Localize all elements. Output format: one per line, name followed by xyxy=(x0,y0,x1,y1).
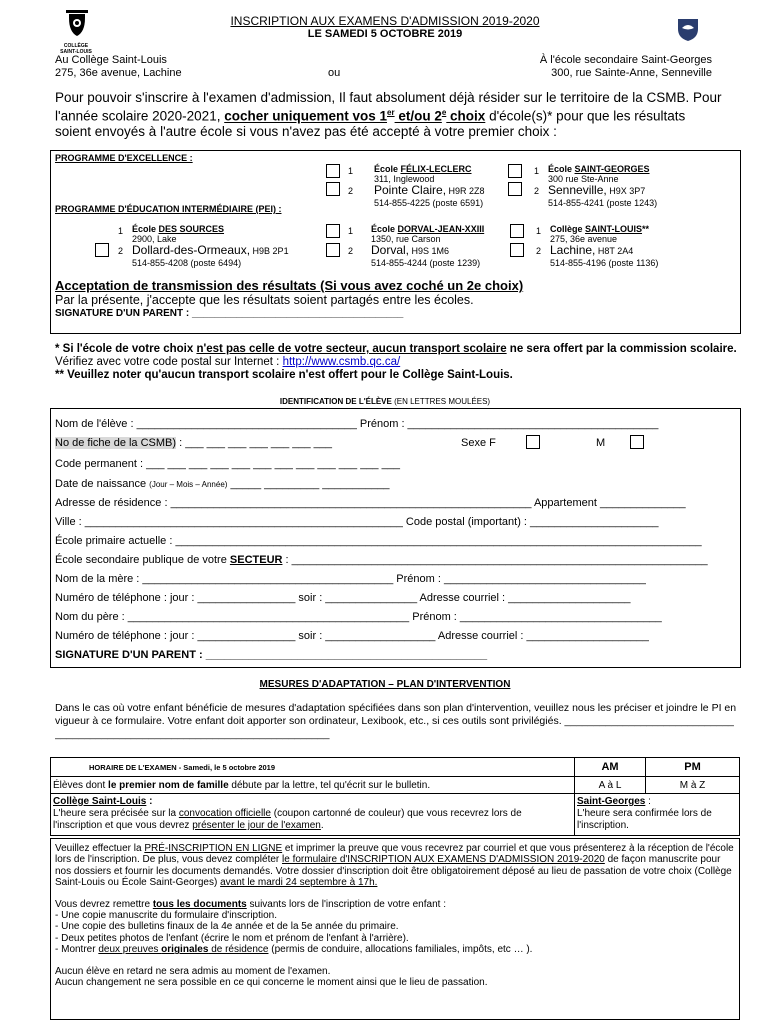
preinscription-paragraph xyxy=(55,843,735,889)
doc-list-item-4 xyxy=(55,944,735,955)
sg-prefix: École xyxy=(548,164,575,174)
dj-city: Dorval, xyxy=(371,243,410,257)
doc-list-item-3: - Deux petites photos de l'enfant (écrire le nom et prénom de l'enfant à l'arrière). xyxy=(55,932,409,944)
csl-choice-1-number: 1 xyxy=(536,226,542,236)
ds-address: 2900, Lake xyxy=(132,234,177,244)
ds-choice-2-checkbox[interactable] xyxy=(95,243,109,257)
felix-prefix: École xyxy=(374,164,401,174)
csl-prefix: Collège xyxy=(550,224,586,234)
dj-postal: H9S 1M6 xyxy=(409,246,450,256)
identification-heading xyxy=(0,397,770,406)
pm-letters: M à Z xyxy=(646,777,740,794)
am-heading: AM xyxy=(575,758,646,777)
ds-choice-2-number: 2 xyxy=(118,246,124,256)
csl-schedule-e: . xyxy=(320,820,324,831)
felix-choice-1-checkbox[interactable] xyxy=(326,164,340,178)
father-name-field[interactable]: Nom du père : ______________________________________________ Prénom : _________________________________ xyxy=(55,611,662,623)
birth-date-format: (Jour – Mois – Année) xyxy=(149,480,228,489)
parent-signature-field[interactable]: SIGNATURE D'UN PARENT : ______________________________________________ xyxy=(55,649,488,661)
transport-note-2: ** Veuillez noter qu'aucun transport scolaire n'est offert pour le Collège Saint-Louis. xyxy=(55,369,513,381)
p2-b: tous les documents xyxy=(152,898,247,910)
note-1c: ne sera offert par la commission scolaire. xyxy=(506,343,737,355)
sex-m-checkbox[interactable] xyxy=(630,435,644,449)
dj-address: 1350, rue Carson xyxy=(371,234,441,244)
csl-choice-2-number: 2 xyxy=(536,246,542,256)
sector-label-b: SECTEUR xyxy=(229,554,283,566)
birth-date-field[interactable] xyxy=(55,478,390,490)
id-heading-a: IDENTIFICATION DE L'ÉLÈVE xyxy=(279,397,392,406)
birth-date-blanks: _____ _________ ___________ xyxy=(227,478,390,490)
id-heading-b: (EN LETTRES MOULÉES) xyxy=(391,397,491,406)
p1-c: et imprimer la preuve que vous recevrez par courriel et que vous présenterez à la réception de l'école lors de l'inscription. De plus, vous devez compléter xyxy=(55,843,734,866)
sg-schedule-title: Saint-Georges xyxy=(577,796,646,807)
dj-choice-2-number: 2 xyxy=(348,246,354,256)
no-change-notice: Aucun changement ne sera possible en ce qui concerne le moment ainsi que le lieu de passation. xyxy=(55,977,488,989)
ds-city: Dollard-des-Ormeaux, xyxy=(132,243,251,257)
intro-text-2: d'école(s)* pour que les résultats soient envoyés à l'autre école si vous n'avez pas été accepté à votre premier choix : xyxy=(55,108,686,139)
saint-georges-info xyxy=(548,164,657,208)
ds-prefix: École xyxy=(132,224,159,234)
page-title: INSCRIPTION AUX EXAMENS D'ADMISSION 2019-2020 xyxy=(230,14,540,28)
dorval-info xyxy=(371,224,484,268)
primary-school-field[interactable]: École primaire actuelle : ______________________________________________________________________________________ xyxy=(55,535,702,547)
l4-b: deux preuves xyxy=(98,944,162,956)
ds-choice-1-number: 1 xyxy=(118,226,124,236)
adaptation-title: MESURES D'ADAPTATION – PLAN D'INTERVENTION xyxy=(259,679,511,690)
l4-d: de résidence xyxy=(208,944,269,956)
csmb-link[interactable]: http://www.csmb.qc.ca/ xyxy=(282,356,401,368)
csl-city: Lachine, xyxy=(550,243,596,257)
sg-postal: H9X 3P7 xyxy=(606,186,646,196)
ds-postal: H9B 2P1 xyxy=(250,246,289,256)
csl-address: 275, 36e avenue xyxy=(550,234,618,244)
intro-sup-1: er xyxy=(387,108,395,117)
l4-e: (permis de conduire, allocations familiales, impôts, etc … ). xyxy=(268,944,533,956)
location-left-address: 275, 36e avenue, Lachine xyxy=(55,67,182,79)
row1-a: Élèves dont xyxy=(53,779,109,791)
location-right-name: À l'école secondaire Saint-Georges xyxy=(539,54,712,66)
intro-choice-b: et/ou 2 xyxy=(394,108,442,124)
intro-text: Pour pouvoir s'inscrire à l'examen d'admission, Il faut absolument déjà résider sur le territoire de la CSMB. Pour l'année scolaire 2020-2021, xyxy=(55,90,722,124)
csl-schedule-colon: : xyxy=(146,796,153,807)
exam-schedule-table xyxy=(50,757,740,836)
felix-choice-2-number: 2 xyxy=(348,186,354,196)
intro-choice-a: cocher uniquement vos 1 xyxy=(224,108,388,124)
sector-label-a: École secondaire publique de votre xyxy=(55,554,230,566)
sector-label-c: : ____________________________________________________________________ xyxy=(282,554,708,566)
saint-louis-info xyxy=(550,224,658,268)
row1-b: le premier nom de famille xyxy=(108,779,229,791)
csl-schedule-b: convocation officielle xyxy=(178,808,271,819)
location-or: ou xyxy=(328,67,341,79)
acceptance-text: Par la présente, j'accepte que les résultats soient partagés entre les écoles. xyxy=(55,293,474,307)
felix-choice-2-checkbox[interactable] xyxy=(326,182,340,196)
sex-m-label: M xyxy=(596,437,606,449)
csl-phone: 514-855-4196 (poste 1136) xyxy=(550,258,659,268)
father-phone-field[interactable]: Numéro de téléphone : jour : ________________ soir : __________________ Adresse courriel : ____________________ xyxy=(55,630,649,642)
dj-choice-2-checkbox[interactable] xyxy=(326,243,340,257)
des-sources-info xyxy=(132,224,289,268)
location-right-address: 300, rue Sainte-Anne, Senneville xyxy=(551,67,712,79)
csl-schedule-a: L'heure sera précisée sur la xyxy=(53,808,179,819)
felix-name: FÉLIX-LECLERC xyxy=(400,164,472,174)
csl-schedule-title: Collège Saint-Louis xyxy=(53,796,147,807)
p2-c: suivants lors de l'inscription de votre enfant : xyxy=(246,898,446,910)
sg-schedule-cell xyxy=(575,794,740,836)
city-postal-field[interactable]: Ville : ____________________________________________________ Code postal (important) : _____________________ xyxy=(55,516,659,528)
felix-postal: H9R 2Z8 xyxy=(446,186,485,196)
note-1a: * Si l'école de votre choix xyxy=(55,343,197,355)
student-name-field[interactable]: Nom de l'élève : ____________________________________ Prénom : _________________________________________ xyxy=(55,418,659,430)
page-subtitle: LE SAMEDI 5 OCTOBRE 2019 xyxy=(307,28,463,40)
csmb-file-label: No de fiche de la CSMB) xyxy=(55,437,177,449)
late-notice: Aucun élève en retard ne sera admis au moment de l'examen. xyxy=(55,965,331,977)
p1-e: de façon manuscrite pour nos dossiers et fournir les documents demandés. Votre dossier d'inscription doit être obligatoirement déposé au lieu de passation de votre choix (Collège Saint-Louis ou École Saint-Georges) xyxy=(55,854,732,889)
csl-suffix: ** xyxy=(642,224,650,234)
adaptation-text: Dans le cas où votre enfant bénéficie de mesures d'adaptation spécifiées dans son plan d'intervention, veuillez nous les préciser et joindre le PI en vigueur à ce formulaire. Votre enfant doit apporter son ordinateur, Lexibook, etc., si ces outils sont privilégiés. ____________________________________________________________________________ xyxy=(55,702,737,740)
l4-c: originales xyxy=(161,944,209,956)
sg-choice-1-number: 1 xyxy=(534,166,540,176)
csl-choice-2-checkbox[interactable] xyxy=(510,243,524,257)
felix-phone: 514-855-4225 (poste 6591) xyxy=(374,198,484,208)
am-letters: A à L xyxy=(575,777,646,794)
note-1b: n'est pas celle de votre secteur, aucun transport scolaire xyxy=(196,343,507,355)
p1-d: le formulaire d'INSCRIPTION AUX EXAMENS D'ADMISSION 2019-2020 xyxy=(282,854,605,866)
birth-date-label: Date de naissance xyxy=(55,478,150,490)
address-field[interactable]: Adresse de résidence : ___________________________________________________________ Appartement ______________ xyxy=(55,497,686,509)
acceptance-title: Acceptation de transmission des résultats (Si vous avez coché un 2e choix) xyxy=(55,278,524,293)
sg-phone: 514-855-4241 (poste 1243) xyxy=(548,198,658,208)
dj-prefix: École xyxy=(371,224,398,234)
l4-a: - Montrer xyxy=(55,944,99,956)
sector-school-field[interactable] xyxy=(55,554,708,566)
p2-a: Vous devrez remettre xyxy=(55,898,153,910)
p1-b: PRÉ-INSCRIPTION EN LIGNE xyxy=(144,843,283,854)
csmb-file-blanks: : ___ ___ ___ ___ ___ ___ ___ xyxy=(176,437,333,449)
intro-paragraph xyxy=(55,90,723,139)
dj-choice-1-checkbox[interactable] xyxy=(326,224,340,238)
excellence-label: PROGRAMME D'EXCELLENCE : xyxy=(55,153,193,163)
sg-city: Senneville, xyxy=(548,183,607,197)
transport-note xyxy=(55,343,739,369)
p1-a: Veuillez effectuer la xyxy=(55,843,145,854)
csl-name: SAINT-LOUIS xyxy=(585,224,643,234)
csl-schedule-c: (coupon cartonné de couleur) que vous recevrez lors de l'inscription et que vous devrez xyxy=(53,808,522,831)
pei-label: PROGRAMME D'ÉDUCATION INTERMÉDIAIRE (PEI) : xyxy=(55,204,282,214)
felix-address: 311, Inglewood xyxy=(374,174,435,184)
sg-schedule-text: L'heure sera confirmée lors de l'inscription. xyxy=(577,808,712,831)
college-logo-text: COLLÈGE SAINT-LOUIS xyxy=(60,43,92,55)
acceptance-signature: SIGNATURE D'UN PARENT : ______________________________________ xyxy=(55,308,404,319)
dj-choice-1-number: 1 xyxy=(348,226,354,236)
row1-c: débute par la lettre, tel qu'écrit sur le bulletin. xyxy=(228,779,431,791)
location-left-name: Au Collège Saint-Louis xyxy=(55,54,167,66)
instructions-box xyxy=(50,838,740,1020)
dj-name: DORVAL-JEAN-XXIII xyxy=(397,224,485,234)
csmb-file-number-field[interactable] xyxy=(55,437,332,449)
documents-paragraph xyxy=(55,899,735,910)
dj-phone: 514-855-4244 (poste 1239) xyxy=(371,258,481,268)
pm-heading: PM xyxy=(646,758,740,777)
intro-sup-2: e xyxy=(441,108,447,117)
doc-list-item-1: - Une copie manuscrite du formulaire d'inscription. xyxy=(55,910,278,922)
csl-postal: H8T 2A4 xyxy=(595,246,634,256)
felix-city: Pointe Claire, xyxy=(374,183,447,197)
note-1d: Vérifiez avec votre code postal sur Internet : xyxy=(55,356,283,368)
intro-choice-c: choix xyxy=(446,108,486,124)
permanent-code-field[interactable]: Code permanent : ___ ___ ___ ___ ___ ___ ___ ___ ___ ___ ___ ___ xyxy=(55,458,400,470)
felix-choice-1-number: 1 xyxy=(348,166,354,176)
csl-schedule-cell xyxy=(51,794,575,836)
felix-leclerc-info xyxy=(374,164,485,208)
csl-choice-1-checkbox[interactable] xyxy=(510,224,524,238)
ds-phone: 514-855-4208 (poste 6494) xyxy=(132,258,242,268)
mother-name-field[interactable]: Nom de la mère : _________________________________________ Prénom : _________________________________ xyxy=(55,573,646,585)
csl-schedule-d: présenter le jour de l'examen xyxy=(192,820,321,831)
sex-f-checkbox[interactable] xyxy=(526,435,540,449)
mother-phone-field[interactable]: Numéro de téléphone : jour : ________________ soir : _______________ Adresse courriel : ____________________ xyxy=(55,592,631,604)
p1-f: avant le mardi 24 septembre à 17h. xyxy=(220,877,378,889)
sex-label: Sexe F xyxy=(461,437,496,449)
schedule-row-text xyxy=(51,777,575,794)
sg-address: 300 rue Ste-Anne xyxy=(548,174,619,184)
sg-name: SAINT-GEORGES xyxy=(574,164,650,174)
sg-choice-2-checkbox[interactable] xyxy=(508,182,522,196)
sg-schedule-colon: : xyxy=(645,796,651,807)
ds-name: DES SOURCES xyxy=(158,224,225,234)
sg-choice-1-checkbox[interactable] xyxy=(508,164,522,178)
sg-choice-2-number: 2 xyxy=(534,186,540,196)
doc-list-item-2: - Une copie des bulletins finaux de la 4e année et de la 5e année du primaire. xyxy=(55,921,399,933)
schedule-heading: HORAIRE DE L'EXAMEN - Samedi, le 5 octobre 2019 xyxy=(51,758,575,777)
